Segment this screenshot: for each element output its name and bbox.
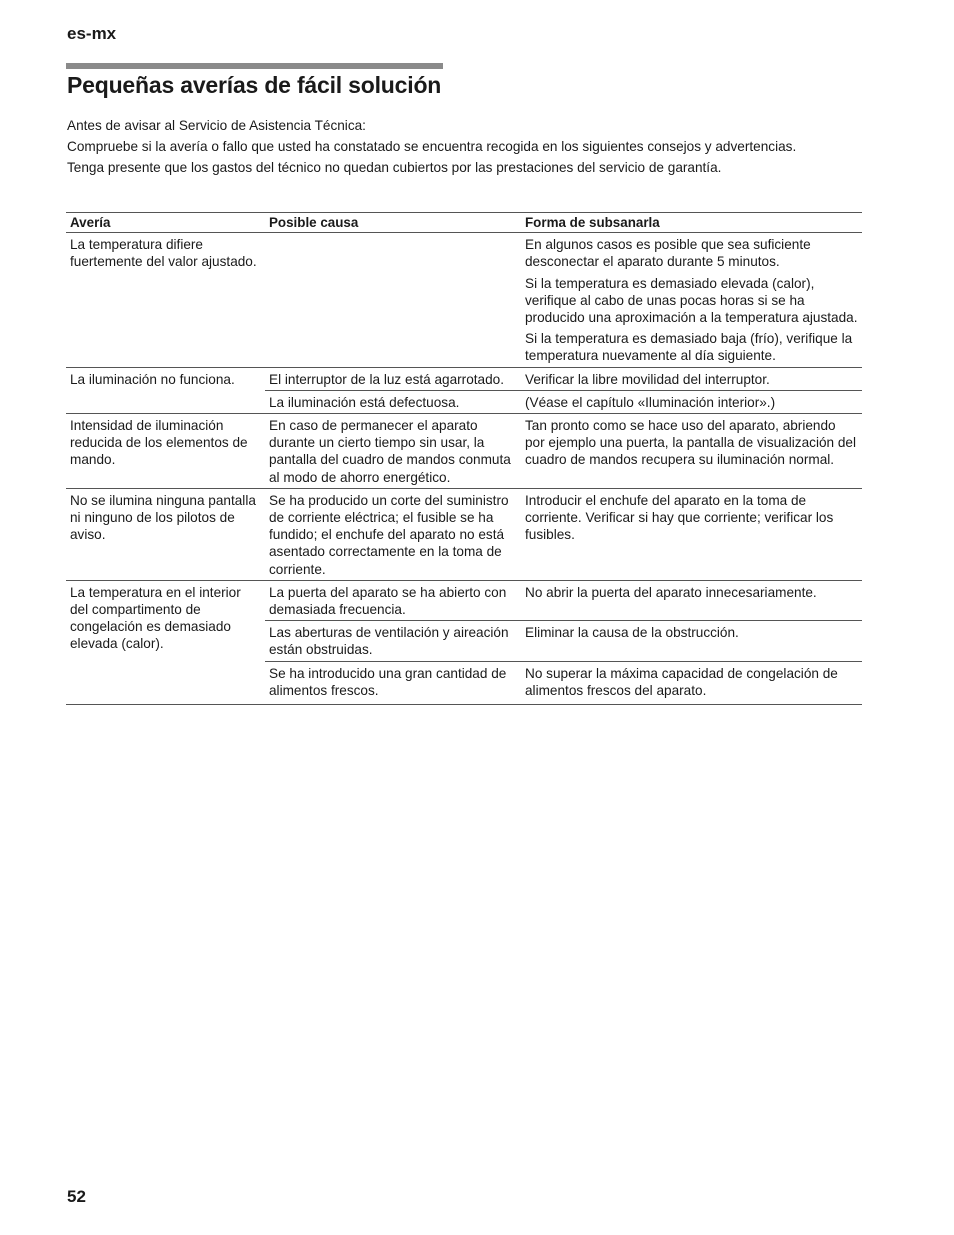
section-rule (66, 63, 443, 69)
remedy-cell: Tan pronto como se hace uso del aparato, abriendo por ejemplo una puerta, la pantalla de visualización del cuadro de mandos recupera su iluminación normal. (521, 414, 862, 489)
fault-cell: Intensidad de iluminación reducida de los elementos de mando. (66, 414, 265, 489)
intro-paragraph: Compruebe si la avería o fallo que usted ha constatado se encuentra recogida en los siguientes consejos y advertencias. (67, 139, 797, 154)
table-row (66, 488, 862, 580)
cause-cell: Se ha introducido una gran cantidad de alimentos frescos. (265, 661, 521, 704)
table-row (66, 233, 862, 367)
column-header-remedy: Forma de subsanarla (521, 213, 862, 233)
remedy-paragraph: Si la temperatura es demasiado elevada (calor), verifique al cabo de unas pocas horas si se ha producido una aproximación a la temperatura ajustada. (525, 275, 858, 326)
intro-paragraph: Tenga presente que los gastos del técnico no quedan cubiertos por las prestaciones del servicio de garantía. (67, 160, 722, 175)
intro-paragraph: Antes de avisar al Servicio de Asistencia Técnica: (67, 118, 366, 133)
remedy-cell: (Véase el capítulo «Iluminación interior».) (521, 390, 862, 413)
remedy-cell: Verificar la libre movilidad del interruptor. (521, 367, 862, 390)
cause-cell: En caso de permanecer el aparato durante un cierto tiempo sin usar, la pantalla del cuadro de mandos conmuta al modo de ahorro energético. (265, 414, 521, 489)
page-title: Pequeñas averías de fácil solución (67, 72, 442, 98)
cause-cell: Se ha producido un corte del suministro de corriente eléctrica; el fusible se ha fundido; el enchufe del aparato no está asentado correctamente en la toma de corriente. (265, 488, 521, 580)
fault-cell: La iluminación no funciona. (66, 367, 265, 413)
remedy-paragraph: En algunos casos es posible que sea suficiente desconectar el aparato durante 5 minutos. (525, 237, 811, 270)
table-row (66, 580, 862, 620)
remedy-cell: No abrir la puerta del aparato innecesariamente. (521, 580, 862, 620)
remedy-cell (521, 233, 862, 367)
cause-cell: La iluminación está defectuosa. (265, 390, 521, 413)
cause-cell (265, 233, 521, 367)
column-header-fault: Avería (66, 213, 265, 233)
fault-cell: La temperatura difiere fuertemente del valor ajustado. (66, 233, 265, 367)
troubleshooting-table (66, 212, 862, 705)
remedy-cell: No superar la máxima capacidad de congelación de alimentos frescos del aparato. (521, 661, 862, 704)
remedy-cell: Introducir el enchufe del aparato en la toma de corriente. Verificar si hay que corriente; verificar los fusibles. (521, 488, 862, 580)
table-row (66, 414, 862, 489)
cause-cell: El interruptor de la luz está agarrotado. (265, 367, 521, 390)
remedy-cell: Eliminar la causa de la obstrucción. (521, 621, 862, 661)
language-code: es-mx (67, 24, 117, 43)
column-header-cause: Posible causa (265, 213, 521, 233)
fault-cell: No se ilumina ninguna pantalla ni ninguno de los pilotos de aviso. (66, 488, 265, 580)
page-number: 52 (67, 1187, 86, 1206)
table-header-row (66, 213, 862, 233)
fault-cell: La temperatura en el interior del compartimento de congelación es demasiado elevada (calor). (66, 580, 265, 704)
intro-text (67, 117, 857, 180)
table-row (66, 367, 862, 390)
cause-cell: La puerta del aparato se ha abierto con demasiada frecuencia. (265, 580, 521, 620)
cause-cell: Las aberturas de ventilación y aireación están obstruidas. (265, 621, 521, 661)
remedy-paragraph: Si la temperatura es demasiado baja (frío), verifique la temperatura nuevamente al día siguiente. (525, 331, 853, 364)
